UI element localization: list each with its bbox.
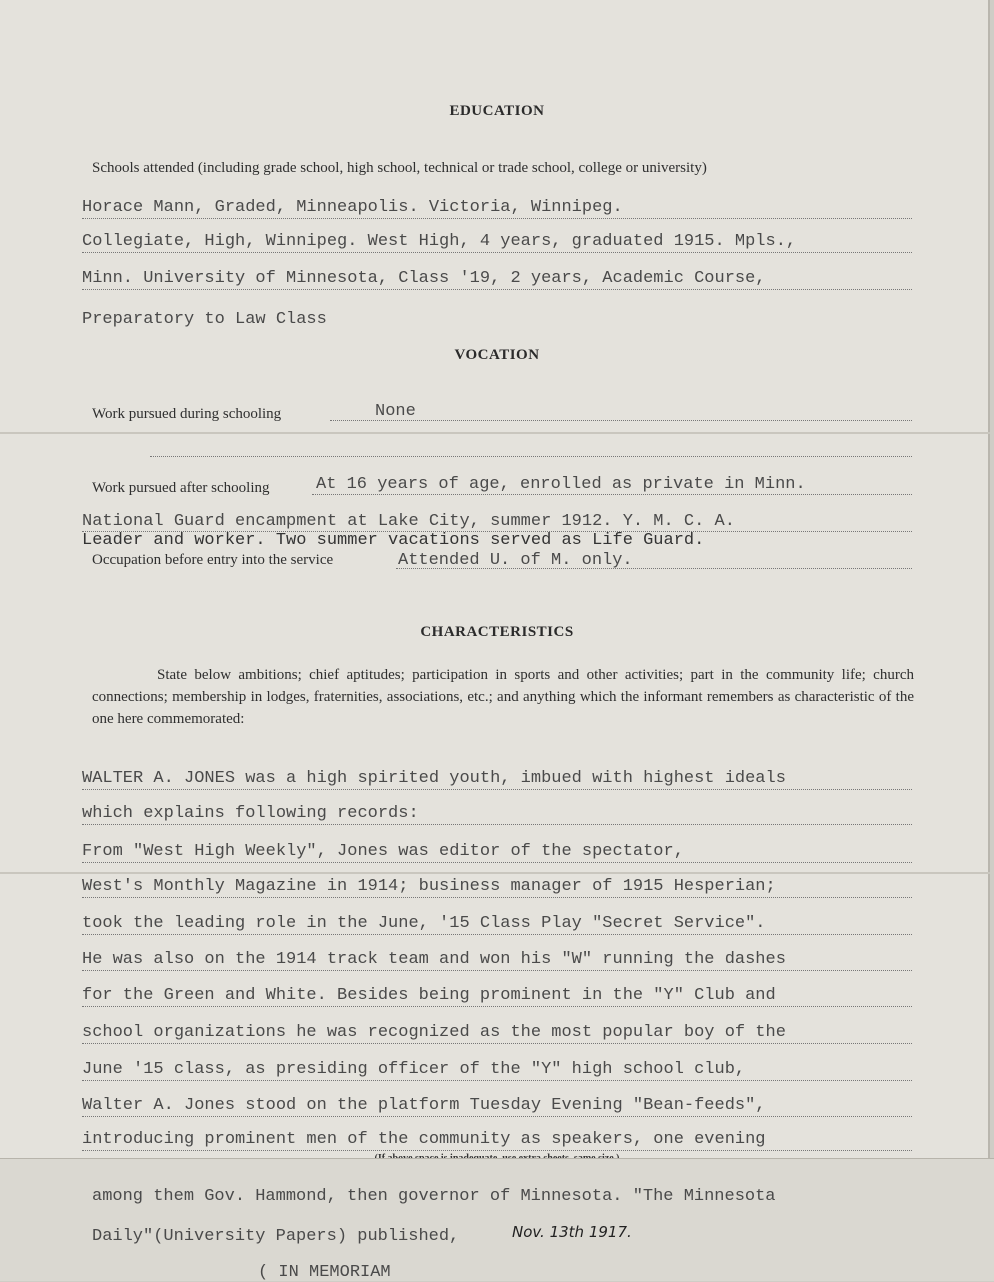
dotted-rule [82,862,912,863]
handwritten-date: Nov. 13th 1917. [512,1223,632,1241]
characteristics-line: which explains following records: [82,804,419,823]
page-fold [0,872,990,874]
dotted-rule [82,824,912,825]
attachment-bottom-line: ( IN MEMORIAM [258,1263,391,1282]
dotted-rule [82,1116,912,1117]
characteristics-line: took the leading role in the June, '15 Class Play "Secret Service". [82,914,766,933]
work-after-line: National Guard encampment at Lake City, summer 1912. Y. M. C. A. [82,512,735,531]
characteristics-line: West's Monthly Magazine in 1914; business manager of 1915 Hesperian; [82,877,776,896]
characteristics-line: for the Green and White. Besides being prominent in the "Y" Club and [82,986,776,1005]
dotted-rule [82,934,912,935]
work-during-schooling-value: None [375,402,416,421]
dotted-rule [82,1006,912,1007]
characteristics-heading: CHARACTERISTICS [420,624,574,640]
dotted-rule [82,252,912,253]
work-after-schooling-label: Work pursued after schooling [92,480,270,496]
attached-slip [0,1158,994,1281]
education-line: Horace Mann, Graded, Minneapolis. Victoria, Winnipeg. [82,198,623,217]
education-line: Collegiate, High, Winnipeg. West High, 4 years, graduated 1915. Mpls., [82,232,797,251]
dotted-rule [82,218,912,219]
characteristics-line: introducing prominent men of the community as speakers, one evening [82,1130,766,1149]
dotted-rule [82,970,912,971]
dotted-rule [82,1043,912,1044]
dotted-rule [82,1150,912,1151]
dotted-rule [82,289,912,290]
schools-attended-label: Schools attended (including grade school, high school, technical or trade school, college or university) [92,160,707,176]
characteristics-line: WALTER A. JONES was a high spirited youth, imbued with highest ideals [82,769,786,788]
dotted-rule [82,897,912,898]
dotted-rule [150,456,912,457]
characteristics-line: school organizations he was recognized as the most popular boy of the [82,1023,786,1042]
dotted-rule [330,420,912,421]
attachment-line: among them Gov. Hammond, then governor of Minnesota. "The Minnesota [92,1187,776,1206]
dotted-rule [82,789,912,790]
work-after-schooling-value: At 16 years of age, enrolled as private in Minn. [316,475,806,494]
page-fold [0,432,990,434]
occupation-before-service-label: Occupation before entry into the service [92,552,334,568]
vocation-heading: VOCATION [454,347,540,363]
work-during-schooling-label: Work pursued during schooling [92,406,282,422]
dotted-rule [312,494,912,495]
dotted-rule [396,568,912,569]
work-after-line: Leader and worker. Two summer vacations served as Life Guard. [82,531,705,550]
characteristics-line: From "West High Weekly", Jones was editor of the spectator, [82,842,684,861]
education-line: Preparatory to Law Class [82,310,327,329]
characteristics-instructions: State below ambitions; chief aptitudes; participation in sports and other activities; part in the community life; church connections; membership in lodges, fraternities, associations, etc.; and anything which the informant remembers as characteristic of the one here commemorated: [92,667,914,727]
characteristics-line: He was also on the 1914 track team and won his "W" running the dashes [82,950,786,969]
dotted-rule [82,1080,912,1081]
occupation-before-service-value: Attended U. of M. only. [398,551,633,570]
education-line: Minn. University of Minnesota, Class '19, 2 years, Academic Course, [82,269,766,288]
education-heading: EDUCATION [449,103,545,119]
attachment-line: Daily"(University Papers) published, [92,1227,460,1246]
characteristics-line: Walter A. Jones stood on the platform Tuesday Evening "Bean-feeds", [82,1096,766,1115]
characteristics-line: June '15 class, as presiding officer of the "Y" high school club, [82,1060,746,1079]
